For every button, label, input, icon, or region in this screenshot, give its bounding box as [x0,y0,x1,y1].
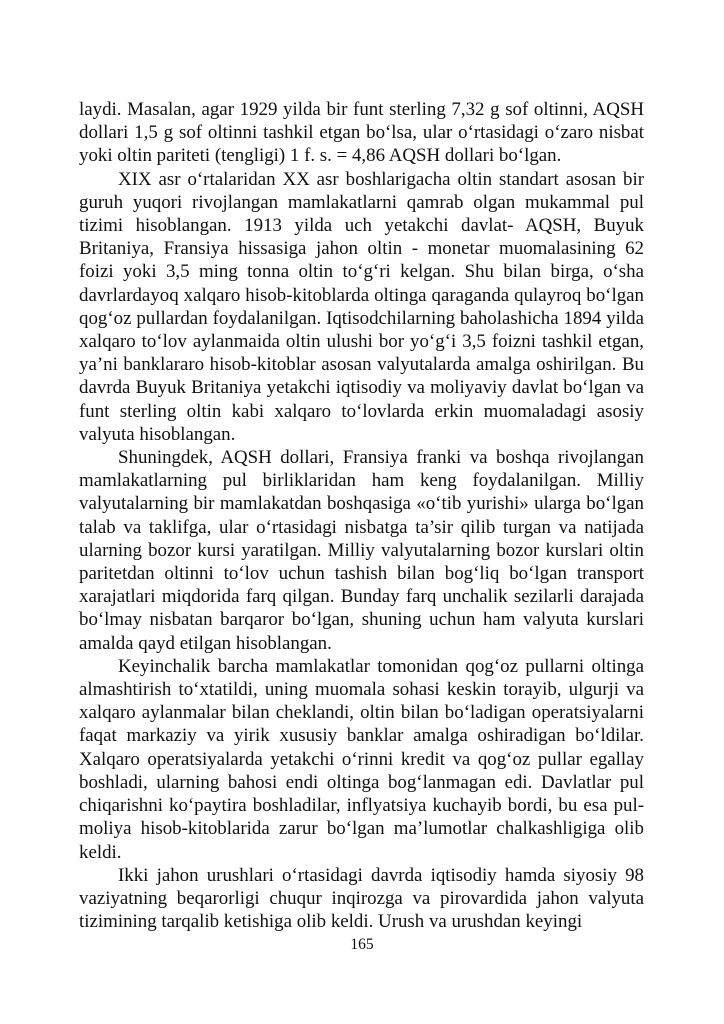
page-number: 165 [350,936,374,953]
paragraph-paper-money: Keyinchalik barcha mamlakatlar tomonidan qog‘oz pullarni oltinga almashtirish to‘xtatildi, uning muomala sohasi keskin torayib, ulgurji va xalqaro aylanmalar bilan cheklandi, oltin bilan bo‘ladigan operatsiyalarni faqat markaziy va yirik xususiy banklar amalga oshiradigan bo‘ldilar. Xalqaro operatsiyalarda yetakchi o‘rinni kredit va qog‘oz pullar egallay boshladi, ularning bahosi endi oltinga bog‘lanmagan edi. Davlatlar pul chiqarishni ko‘paytira boshladilar, inflyatsiya kuchayib bordi, bu esa pul-moliya hisob-kitoblarida zarur bo‘lgan ma’lumotlar chalkashligiga olib keldi. [79,655,644,863]
paragraph-national-currencies: Shuningdek, AQSH dollari, Fransiya franki va boshqa rivojlangan mamlakatlarning pul birliklaridan ham keng foydalanilgan. Milliy valyutalarning bir mamlakatdan boshqasiga «o‘tib yurishi» ularga bo‘lgan talab va taklifga, ular o‘rtasidagi nisbatga ta’sir qilib turgan va natijada ularning bozor kursi yaratilgan. Milliy valyutalarning bozor kurslari oltin paritetdan oltinni to‘lov uchun tashish bilan bog‘liq bo‘lgan transport xarajatlari miqdorida farq qilgan. Bunday farq unchalik sezilarli darajada bo‘lmay nisbatan barqaror bo‘lgan, shuning uchun ham valyuta kurslari amalda qayd etilgan hisoblangan. [79,447,644,654]
paragraph-continuation: laydi. Masalan, agar 1929 yilda bir funt sterling 7,32 g sof oltinni, AQSH dollari 1,5 g sof oltinni tashkil etgan bo‘lsa, ular o‘rtasidagi o‘zaro nisbat yoki oltin pariteti (tengligi) 1 f. s. = 4,86 AQSH dollari bo‘lgan. [79,99,644,167]
page-body [79,98,644,933]
paragraph-world-wars: Ikki jahon urushlari o‘rtasidagi davrda iqtisodiy hamda siyosiy 98 vaziyatning beqarorligi chuqur inqirozga va pirovardida jahon valyuta tizimining tarqalib ketishiga olib keldi. Urush va urushdan keyingi [79,864,644,933]
paragraph-gold-standard: XIX asr o‘rtalaridan XX asr boshlarigacha oltin standart asosan bir guruh yuqori rivojlangan mamlakatlarni qamrab olgan mukammal pul tizimi hisoblangan. 1913 yilda uch yetakchi davlat- AQSH, Buyuk Britaniya, Fransiya hissasiga jahon oltin - monetar muomalasining 62 foizi yoki 3,5 ming tonna oltin to‘g‘ri kelgan. Shu bilan birga, o‘sha davrlardayoq xalqaro hisob-kitoblarda oltinga qaraganda qulayroq bo‘lgan qog‘oz pullardan foydalanilgan. Iqtisodchilarning baholashicha 1894 yilda xalqaro to‘lov aylanmaida oltin ulushi bor yo‘g‘i 3,5 foizni tashkil etgan, ya’ni banklararo hisob-kitoblar asosan valyutalarda amalga oshirilgan. Bu davrda Buyuk Britaniya yetakchi iqtisodiy va moliyaviy davlat bo‘lgan va funt sterling oltin kabi xalqaro to‘lovlarda erkin muomaladagi asosiy valyuta hisoblangan. [79,168,644,445]
